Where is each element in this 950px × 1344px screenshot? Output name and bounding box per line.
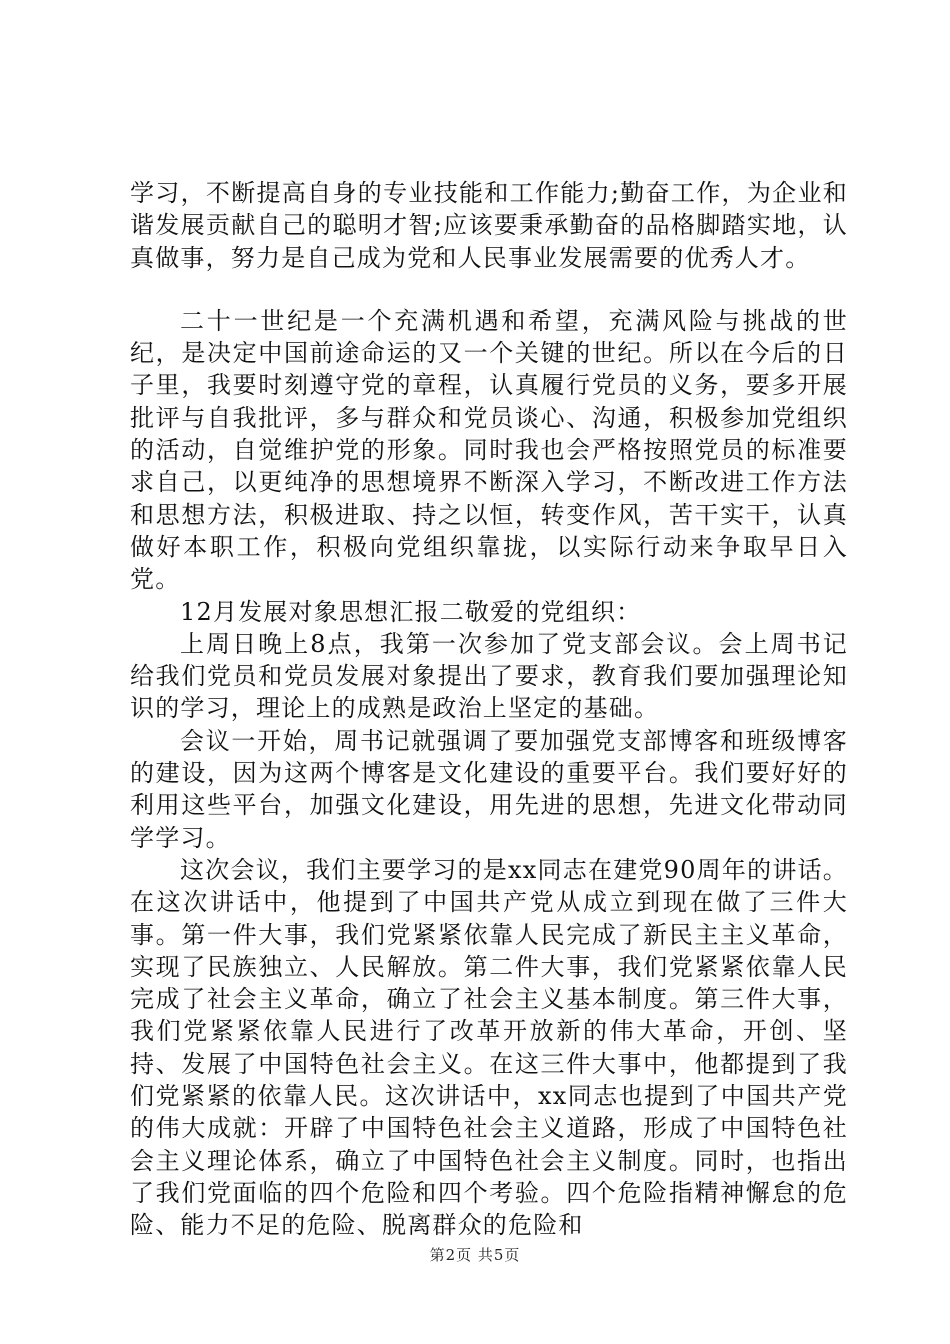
paragraph-report-heading: 12月发展对象思想汇报二敬爱的党组织： (180, 597, 642, 626)
paragraph-meeting-intro: 上周日晚上8点，我第一次参加了党支部会议。会上周书记给我们党员和党员发展对象提出了要求，教育我们要加强理论知识的学习，理论上的成熟是政治上坚定的基础。 (130, 629, 848, 723)
page-number-footer: 第2页 共5页 (429, 1246, 521, 1264)
document-body (130, 177, 848, 1242)
paragraph-continuation: 学习，不断提高自身的专业技能和工作能力;勤奋工作，为企业和谐发展贡献自己的聪明才智;应该要秉承勤奋的品格脚踏实地，认真做事，努力是自己成为党和人民事业发展需要的优秀人才。 (130, 179, 848, 272)
paragraph-speech-study: 这次会议，我们主要学习的是xx同志在建党90周年的讲话。在这次讲话中，他提到了中国共产党从成立到现在做了三件大事。第一件大事，我们党紧紧依靠人民完成了新民主主义革命，实现了民族独立、人民解放。第二件大事，我们党紧紧依靠人民完成了社会主义革命，确立了社会主义基本制度。第三件大事，我们党紧紧依靠人民进行了改革开放新的伟大革命，开创、坚持、发展了中国特色社会主义。在这三件大事中，他都提到了我们党紧紧的依靠人民。这次讲话中，xx同志也提到了中国共产党的伟大成就：开辟了中国特色社会主义道路，形成了中国特色社会主义理论体系，确立了中国特色社会主义制度。同时，也指出了我们党面临的四个危险和四个考验。四个危险指精神懈怠的危险、能力不足的危险、脱离群众的危险和 (130, 855, 848, 1240)
paragraph-blog-building: 会议一开始，周书记就强调了要加强党支部博客和班级博客的建设，因为这两个博客是文化建设的重要平台。我们要好好的利用这些平台，加强文化建设，用先进的思想，先进文化带动同学学习。 (130, 726, 848, 852)
paragraph-21st-century: 二十一世纪是一个充满机遇和希望，充满风险与挑战的世纪，是决定中国前途命运的又一个关键的世纪。所以在今后的日子里，我要时刻遵守党的章程，认真履行党员的义务，要多开展批评与自我批评，多与群众和党员谈心、沟通，积极参加党组织的活动，自觉维护党的形象。同时我也会严格按照党员的标准要求自己，以更纯净的思想境界不断深入学习，不断改进工作方法和思想方法，积极进取、持之以恒，转变作风，苦干实干，认真做好本职工作，积极向党组织靠拢，以实际行动来争取早日入党。 (130, 306, 848, 594)
